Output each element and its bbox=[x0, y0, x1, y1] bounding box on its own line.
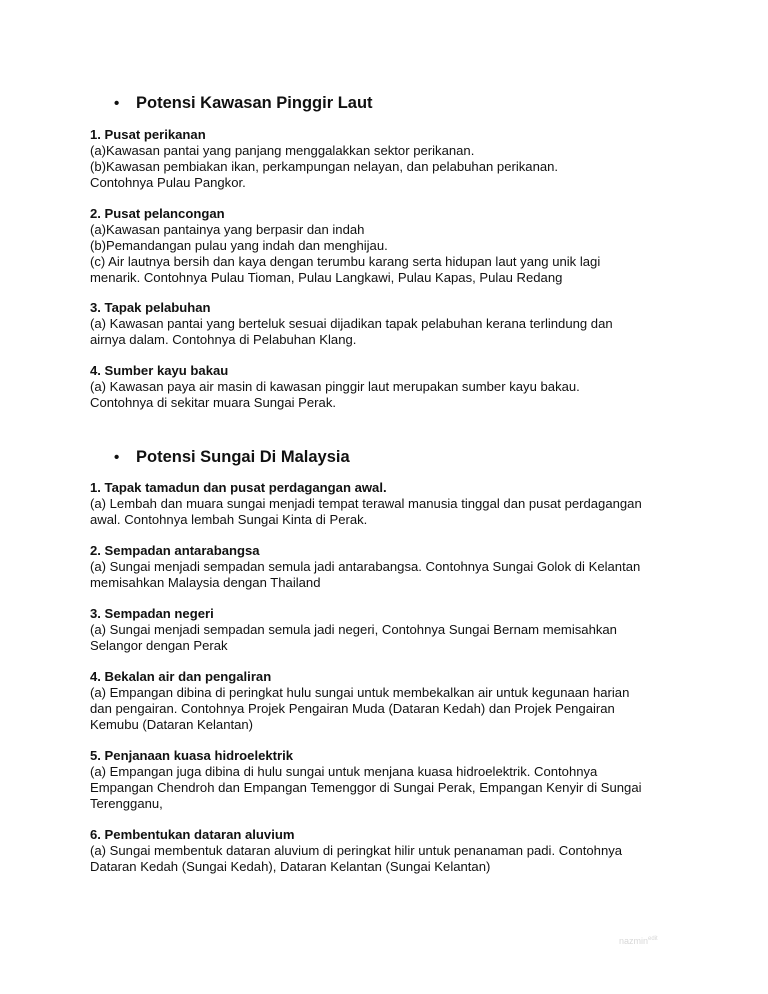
item-title: 6. Pembentukan dataran aluvium bbox=[90, 827, 295, 842]
item-line: menarik. Contohnya Pulau Tioman, Pulau Langkawi, Pulau Kapas, Pulau Redang bbox=[90, 269, 563, 285]
item-line: (a) Kawasan pantai yang berteluk sesuai dijadikan tapak pelabuhan kerana terlindung dan bbox=[90, 315, 613, 331]
item-line: Contohnya Pulau Pangkor. bbox=[90, 174, 246, 190]
item-line: awal. Contohnya lembah Sungai Kinta di Perak. bbox=[90, 511, 368, 527]
item-line: Selangor dengan Perak bbox=[90, 637, 228, 653]
list-item bbox=[90, 543, 640, 591]
list-item bbox=[90, 480, 642, 528]
section-heading-pinggir-laut bbox=[114, 93, 373, 114]
bullet-icon: • bbox=[114, 449, 120, 466]
section-heading-text: Potensi Sungai Di Malaysia bbox=[136, 448, 350, 466]
item-line: dan pengairan. Contohnya Projek Pengairan Muda (Dataran Kedah) dan Projek Pengairan bbox=[90, 700, 615, 716]
list-item bbox=[90, 748, 642, 812]
item-line: (b)Pemandangan pulau yang indah dan menghijau. bbox=[90, 237, 388, 253]
item-line: (a) Sungai menjadi sempadan semula jadi antarabangsa. Contohnya Sungai Golok di Kelantan bbox=[90, 558, 641, 574]
item-title: 2. Pusat pelancongan bbox=[90, 206, 225, 221]
section-heading-text: Potensi Kawasan Pinggir Laut bbox=[136, 94, 373, 112]
item-line: (c) Air lautnya bersih dan kaya dengan terumbu karang serta hidupan laut yang unik lagi bbox=[90, 253, 601, 269]
item-line: (a) Kawasan paya air masin di kawasan pinggir laut merupakan sumber kayu bakau. bbox=[90, 378, 580, 394]
item-title: 1. Tapak tamadun dan pusat perdagangan awal. bbox=[90, 480, 387, 495]
section-heading-sungai bbox=[114, 447, 350, 468]
list-item bbox=[90, 206, 600, 286]
item-line: Dataran Kedah (Sungai Kedah), Dataran Kelantan (Sungai Kelantan) bbox=[90, 858, 491, 874]
item-line: memisahkan Malaysia dengan Thailand bbox=[90, 574, 321, 590]
item-line: (a) Lembah dan muara sungai menjadi tempat terawal manusia tinggal dan pusat perdagangan bbox=[90, 495, 642, 511]
list-item bbox=[90, 669, 629, 733]
item-line: (a) Sungai membentuk dataran aluvium di peringkat hilir untuk penanaman padi. Contohnya bbox=[90, 842, 623, 858]
item-line: Empangan Chendroh dan Empangan Temenggor di Sungai Perak, Empangan Kenyir di Sungai bbox=[90, 779, 642, 795]
watermark-sup: edit bbox=[648, 936, 658, 942]
list-item bbox=[90, 300, 613, 348]
watermark-text: nazmin bbox=[619, 936, 649, 946]
item-title: 2. Sempadan antarabangsa bbox=[90, 543, 260, 558]
list-item bbox=[90, 363, 580, 411]
list-item bbox=[90, 127, 558, 191]
item-line: (a) Empangan juga dibina di hulu sungai untuk menjana kuasa hidroelektrik. Contohnya bbox=[90, 763, 598, 779]
item-title: 4. Sumber kayu bakau bbox=[90, 363, 229, 378]
item-line: Contohnya di sekitar muara Sungai Perak. bbox=[90, 394, 337, 410]
item-line: (a) Sungai menjadi sempadan semula jadi negeri, Contohnya Sungai Bernam memisahkan bbox=[90, 621, 617, 637]
item-line: airnya dalam. Contohnya di Pelabuhan Klang. bbox=[90, 331, 357, 347]
item-title: 5. Penjanaan kuasa hidroelektrik bbox=[90, 748, 294, 763]
item-line: (b)Kawasan pembiakan ikan, perkampungan nelayan, dan pelabuhan perikanan. bbox=[90, 158, 559, 174]
item-line: Terengganu, bbox=[90, 795, 163, 811]
item-line: (a)Kawasan pantai yang panjang menggalakkan sektor perikanan. bbox=[90, 142, 475, 158]
item-title: 1. Pusat perikanan bbox=[90, 127, 206, 142]
item-line: (a) Empangan dibina di peringkat hulu sungai untuk membekalkan air untuk kegunaan harian bbox=[90, 684, 630, 700]
list-item bbox=[90, 606, 617, 654]
item-title: 3. Sempadan negeri bbox=[90, 606, 214, 621]
item-title: 3. Tapak pelabuhan bbox=[90, 300, 211, 315]
item-line: (a)Kawasan pantainya yang berpasir dan indah bbox=[90, 221, 365, 237]
bullet-icon: • bbox=[114, 95, 120, 112]
item-title: 4. Bekalan air dan pengaliran bbox=[90, 669, 272, 684]
item-line: Kemubu (Dataran Kelantan) bbox=[90, 716, 254, 732]
list-item bbox=[90, 827, 622, 875]
watermark bbox=[619, 936, 658, 946]
